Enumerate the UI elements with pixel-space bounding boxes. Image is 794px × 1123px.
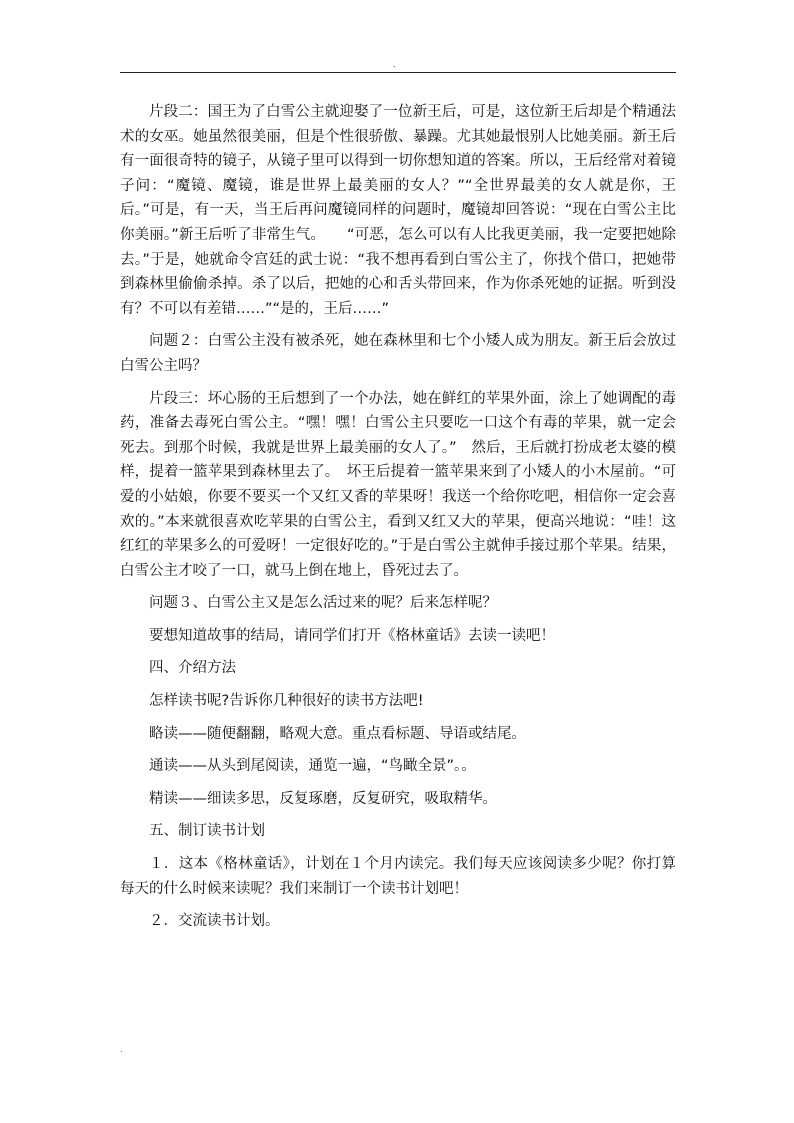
header-rule: [120, 72, 676, 73]
paragraph-excerpt-two: 片段二：国王为了白雪公主就迎娶了一位新王后，可是，这位新王后却是个精通法术的女巫。她虽然很美丽，但是个性很骄傲、暴躁。尤其她最恨别人比她美丽。新王后有一面很奇特的镜子，从镜子里可以得到一切你想知道的答案。所以，王后经常对着镜子问：“魔镜、魔镜，谁是世界上最美丽的女人？”“全世界最美的女人就是你，王后。”可是，有一天，当王后再问魔镜同样的问题时，魔镜却回答说：“现在白雪公主比你美丽。”新王后听了非常生气。 “可恶，怎么可以有人比我更美丽，我一定要把她除去。”于是，她就命令宫廷的武士说：“我不想再看到白雪公主了，你找个借口，把她带到森林里偷偷杀掉。杀了以后，把她的心和舌头带回来，作为你杀死她的证据。听到没有？不可以有差错……”“是的，王后……”: [120, 104, 676, 317]
document-body: [120, 100, 676, 934]
paragraph-excerpt-three: 片段三：坏心肠的王后想到了一个办法，她在鲜红的苹果外面，涂上了她调配的毒药，准备去毒死白雪公主。“嘿！嘿！白雪公主只要吃一口这个有毒的苹果，就一定会死去。到那个时候，我就是世界上最美丽的女人了。” 然后，王后就打扮成老太婆的模样，提着一篮苹果到森林里去了。 坏王后提着一篮苹果来到了小矮人的小木屋前。“可爱的小姑娘，你要不要买一个又红又香的苹果呀！我送一个给你吃吧，相信你一定会喜欢的。”本来就很喜欢吃苹果的白雪公主，看到又红又大的苹果，便高兴地说：“哇！这红红的苹果多么的可爱呀！一定很好吃的。”于是白雪公主就伸手接过那个苹果。结果，白雪公主才咬了一口，就马上倒在地上，昏死过去了。: [120, 390, 676, 579]
paragraph-question-three: 问题３、白雪公主又是怎么活过来的呢？后来怎样呢？: [149, 595, 497, 612]
header-mark: .: [393, 60, 396, 69]
paragraph-plan-item-one: １．这本《格林童话》，计划在１个月内读完。我们每天应该阅读多少呢？你打算每天的什么时候来读呢？我们来制订一个读书计划吧！: [120, 856, 676, 897]
paragraph-full-reading: 通读——从头到尾阅读，通览一遍，“鸟瞰全景”。。: [149, 758, 476, 775]
footer-mark: .: [120, 1045, 123, 1054]
paragraph-methods-intro: 怎样读书呢?告诉你几种很好的读书方法吧!: [149, 693, 424, 710]
paragraph-plan-item-two: ２．交流读书计划。: [149, 913, 280, 930]
paragraph-skim-reading: 略读——随便翻翻，略观大意。重点看标题、导语或结尾。: [149, 725, 526, 742]
section-heading-plan: 五、制订读书计划: [149, 823, 265, 840]
section-heading-methods: 四、介绍方法: [149, 660, 236, 677]
paragraph-ending-prompt: 要想知道故事的结局，请同学们打开《格林童话》去读一读吧！: [149, 627, 555, 644]
paragraph-close-reading: 精读——细读多思，反复琢磨，反复研究，吸取精华。: [149, 790, 497, 807]
paragraph-question-two: 问题２：白雪公主没有被杀死，她在森林里和七个小矮人成为朋友。新王后会放过白雪公主吗？: [120, 333, 676, 374]
